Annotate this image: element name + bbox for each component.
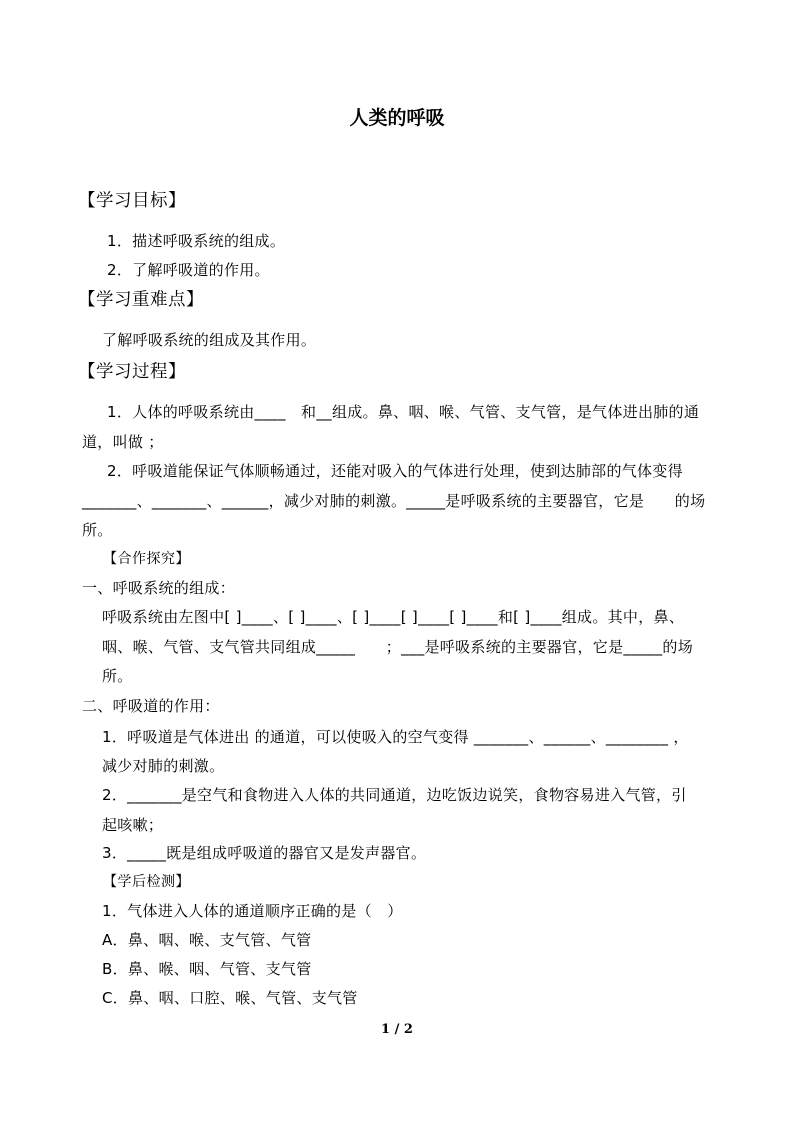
process-line-5: 所。 xyxy=(82,521,113,539)
post-test-question: 1．气体进入人体的通道顺序正确的是（ ） xyxy=(102,902,403,920)
part1-line-2: 咽、喉、气管、支气管共同组成_____ ；___是呼吸系统的主要器官，它是_____的场 xyxy=(102,638,694,656)
option-b: B．鼻、喉、咽、气管、支气管 xyxy=(102,960,312,978)
option-a: A．鼻、咽、喉、支气管、气管 xyxy=(102,931,312,949)
objective-item-2: 2．了解呼吸道的作用。 xyxy=(107,261,270,279)
post-test-heading: 【学后检测】 xyxy=(103,874,190,890)
key-points-heading: 【学习重难点】 xyxy=(78,290,204,310)
part2-line-3: 2．_______是空气和食物进入人体的共同通道，边吃饭边说笑，食物容易进入气管，引 xyxy=(102,786,687,804)
part2-line-2: 减少对肺的刺激。 xyxy=(102,757,225,775)
part2-line-4: 起咳嗽； xyxy=(102,816,164,834)
process-line-4: _______、_______、______，减少对肺的刺激。_____是呼吸系统的主要器官，它是 的场 xyxy=(82,492,706,510)
process-line-1: 1．人体的呼吸系统由____ 和__组成。鼻、咽、喉、气管、支气管，是气体进出肺的通 xyxy=(107,403,700,421)
option-c: C．鼻、咽、口腔、喉、气管、支气管 xyxy=(102,989,358,1007)
part2-line-1: 1．呼吸道是气体进出 的通道，可以使吸入的空气变得 _______、______、________ ， xyxy=(102,728,689,746)
part2-title: 二、呼吸道的作用： xyxy=(82,697,220,715)
process-line-3: 2．呼吸道能保证气体顺畅通过，还能对吸入的气体进行处理，使到达肺部的气体变得 xyxy=(107,462,683,480)
page-title: 人类的呼吸 xyxy=(349,107,445,129)
process-heading: 【学习过程】 xyxy=(78,362,186,382)
part1-title: 一、呼吸系统的组成： xyxy=(82,579,236,597)
cooperation-heading: 【合作探究】 xyxy=(103,551,190,567)
key-points-text: 了解呼吸系统的组成及其作用。 xyxy=(102,331,317,349)
process-line-2: 道，叫做 ； xyxy=(82,433,164,451)
part1-line-1: 呼吸系统由左图中[ ]____、[ ]____、[ ]____[ ]____[ ]____和[ ]____组成。其中，鼻、 xyxy=(102,608,685,626)
objective-item-1: 1．描述呼吸系统的组成。 xyxy=(107,232,286,250)
page-number: 1 / 2 xyxy=(381,1022,413,1037)
objectives-heading: 【学习目标】 xyxy=(78,191,186,211)
part2-line-5: 3．_____既是组成呼吸道的器官又是发声器官。 xyxy=(102,844,427,862)
part1-line-3: 所。 xyxy=(102,667,133,685)
